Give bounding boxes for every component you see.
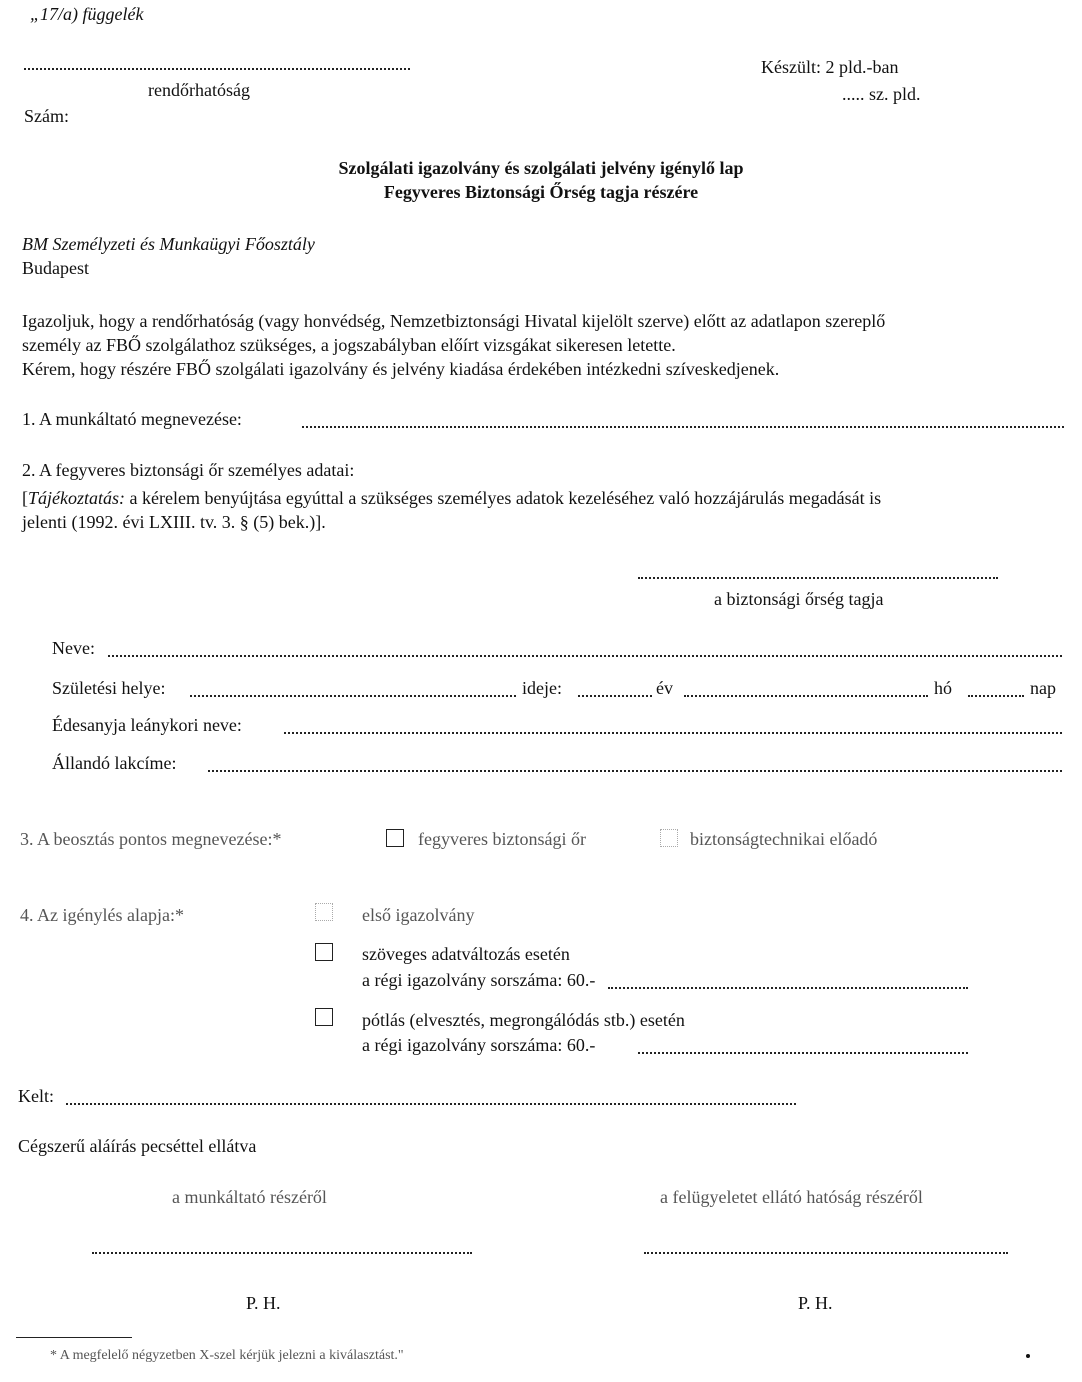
member-signature-caption: a biztonsági őrség tagja [714,589,884,609]
data-change-old-number-label: a régi igazolvány sorszáma: 60.- [362,970,596,990]
addressee-department: BM Személyzeti és Munkaügyi Főosztály [22,234,315,254]
signature-note: Cégszerű aláírás pecséttel ellátva [18,1136,257,1156]
copies-made: Készült: 2 pld.-ban [761,57,899,77]
mother-name-label: Édesanyja leánykori neve: [52,715,242,735]
position-guard-checkbox[interactable] [386,829,404,847]
footnote: * A megfelelő négyzetben X-szel kérjük jelezni a kiválasztást." [50,1348,404,1363]
date-field[interactable] [66,1103,796,1105]
form-title-line1: Szolgálati igazolvány és szolgálati jelvény igénylő lap [338,158,744,178]
employer-name-field[interactable] [302,426,1064,428]
data-change-old-number-field[interactable] [608,987,968,989]
form-title-line2: Fegyveres Biztonsági Őrség tagja részére [383,182,699,202]
intro-line1: Igazoljuk, hogy a rendőrhatóság (vagy honvédség, Nemzetbiztonsági Hivatal kijelölt szerve) előtt az adatlapon szereplő [22,311,886,331]
birthplace-label: Születési helye: [52,678,166,698]
employer-signature-caption: a munkáltató részéről [172,1187,327,1207]
position-technician-label: biztonságtechnikai előadó [690,829,878,849]
first-id-label: első igazolvány [362,905,475,925]
supervisor-stamp-label: P. H. [798,1293,833,1313]
request-basis-label: 4. Az igénylés alapja:* [20,905,184,925]
mother-name-field[interactable] [284,732,1062,734]
intro-line2: személy az FBŐ szolgálathoz szükséges, a jogszabályban előírt vizsgákat sikeresen letette. [22,335,676,355]
replacement-checkbox[interactable] [315,1008,333,1026]
day-label: nap [1030,678,1056,698]
appendix-label: „17/a) függelék [30,4,144,24]
birthdate-label: ideje: [522,678,562,698]
birth-month-field[interactable] [684,695,928,697]
position-guard-label: fegyveres biztonsági őr [418,829,586,849]
footnote-divider [16,1337,132,1338]
privacy-notice-line1: [Tájékoztatás: a kérelem benyújtása egyúttal a szükséges személyes adatok kezeléséhez való hozzájárulás megadását is [22,488,882,508]
data-change-checkbox[interactable] [315,943,333,961]
name-label: Neve: [52,638,95,658]
copy-number: ..... sz. pld. [842,84,921,104]
address-label: Állandó lakcíme: [52,753,177,773]
scan-artifact-dot [1026,1354,1030,1358]
replacement-label: pótlás (elvesztés, megrongálódás stb.) esetén [362,1010,685,1030]
employer-name-label: 1. A munkáltató megnevezése: [22,409,242,429]
authority-name-field[interactable] [24,68,410,70]
year-label: év [656,678,673,698]
addressee-city: Budapest [22,258,89,278]
position-label: 3. A beosztás pontos megnevezése:* [20,829,282,849]
name-field[interactable] [108,655,1062,657]
privacy-notice-line2: jelenti (1992. évi LXIII. tv. 3. § (5) bek.)]. [22,512,326,532]
supervisor-signature-caption: a felügyeletet ellátó hatóság részéről [660,1187,923,1207]
personal-data-label: 2. A fegyveres biztonsági őr személyes adatai: [22,460,355,480]
birth-day-field[interactable] [968,695,1024,697]
supervisor-signature-field[interactable] [644,1252,1008,1254]
date-label: Kelt: [18,1086,54,1106]
first-id-checkbox[interactable] [315,903,333,921]
month-label: hó [934,678,952,698]
intro-line3: Kérem, hogy részére FBŐ szolgálati igazolvány és jelvény kiadása érdekében intézkedni szíveskedjenek. [22,359,780,379]
authority-label: rendőrhatóság [148,80,250,100]
number-label: Szám: [24,106,69,126]
address-field[interactable] [208,770,1062,772]
member-signature-field[interactable] [638,577,998,579]
employer-signature-field[interactable] [92,1252,472,1254]
birth-year-field[interactable] [578,695,652,697]
replacement-old-number-field[interactable] [638,1052,968,1054]
birthplace-field[interactable] [190,695,516,697]
data-change-label: szöveges adatváltozás esetén [362,944,570,964]
position-technician-checkbox[interactable] [660,829,678,847]
employer-stamp-label: P. H. [246,1293,281,1313]
replacement-old-number-label: a régi igazolvány sorszáma: 60.- [362,1035,596,1055]
